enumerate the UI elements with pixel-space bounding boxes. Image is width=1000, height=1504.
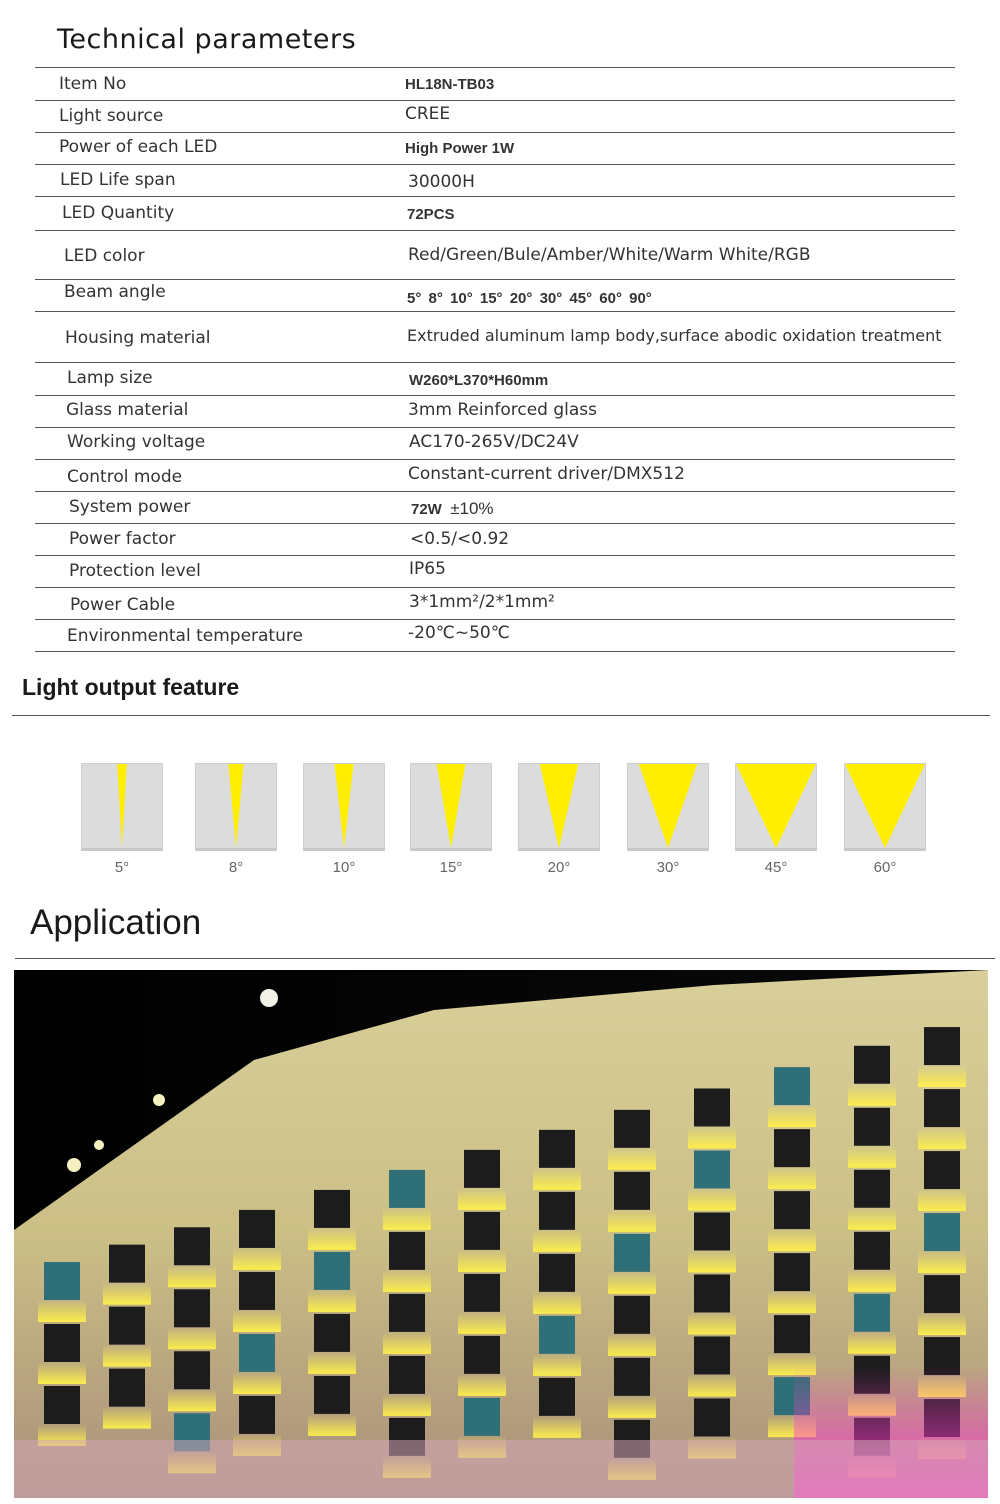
facade-window bbox=[109, 1307, 145, 1345]
window-uplight bbox=[918, 1189, 966, 1211]
beam-angle-label: 15° bbox=[439, 859, 463, 876]
spec-value-beam-angle: 5° 8° 10° 15° 20° 30° 45° 60° 90° bbox=[407, 290, 652, 307]
facade-window bbox=[464, 1212, 500, 1250]
beam-diagram-15 bbox=[410, 763, 492, 876]
facade-window bbox=[314, 1190, 350, 1228]
spec-row bbox=[35, 524, 955, 556]
facade-window bbox=[539, 1254, 575, 1292]
beam-diagram-30 bbox=[627, 763, 709, 876]
application-title: Application bbox=[30, 903, 202, 942]
spec-row bbox=[35, 68, 955, 101]
facade-window bbox=[239, 1210, 275, 1248]
beam-cone bbox=[117, 764, 127, 848]
facade-window bbox=[239, 1396, 275, 1434]
spec-row bbox=[35, 556, 955, 588]
beam-box bbox=[195, 763, 277, 851]
window-uplight bbox=[608, 1396, 656, 1418]
window-uplight bbox=[848, 1146, 896, 1168]
beam-box bbox=[627, 763, 709, 851]
spec-label-light-source: Light source bbox=[59, 106, 164, 126]
facade-window bbox=[314, 1314, 350, 1352]
spec-label-control-mode: Control mode bbox=[67, 467, 183, 487]
beam-cone-svg bbox=[845, 764, 925, 848]
spec-row bbox=[35, 460, 955, 492]
beam-angle-label: 30° bbox=[656, 859, 680, 876]
spec-label-glass-material: Glass material bbox=[66, 400, 189, 420]
facade-window bbox=[694, 1150, 730, 1188]
spec-value-system-power bbox=[411, 499, 494, 519]
spec-row bbox=[35, 101, 955, 133]
facade-window bbox=[174, 1289, 210, 1327]
facade-window bbox=[44, 1262, 80, 1300]
facade-window bbox=[464, 1274, 500, 1312]
beam-angle-label: 5° bbox=[114, 859, 130, 876]
facade-window bbox=[389, 1356, 425, 1394]
facade-window bbox=[539, 1316, 575, 1354]
facade-window bbox=[924, 1089, 960, 1127]
facade-window bbox=[854, 1294, 890, 1332]
window-uplight bbox=[688, 1126, 736, 1148]
window-uplight bbox=[848, 1084, 896, 1106]
spec-label-power-factor: Power factor bbox=[69, 529, 176, 549]
spec-row bbox=[35, 428, 955, 460]
window-uplight bbox=[688, 1188, 736, 1210]
facade-window bbox=[239, 1334, 275, 1372]
beam-cone-svg bbox=[411, 764, 491, 848]
window-uplight bbox=[458, 1188, 506, 1210]
spec-value-power-cable: 3*1mm²/2*1mm² bbox=[409, 592, 555, 612]
window-uplight bbox=[848, 1208, 896, 1230]
spec-label-power-each-led: Power of each LED bbox=[59, 137, 218, 157]
window-uplight bbox=[848, 1270, 896, 1292]
window-uplight bbox=[688, 1374, 736, 1396]
beam-cone bbox=[845, 764, 925, 848]
window-uplight bbox=[458, 1312, 506, 1334]
window-uplight bbox=[768, 1291, 816, 1313]
spec-row bbox=[35, 312, 955, 363]
spec-row bbox=[35, 197, 955, 231]
spec-row bbox=[35, 231, 955, 280]
system-power-tolerance: ±10% bbox=[450, 499, 494, 518]
window-uplight bbox=[233, 1310, 281, 1332]
spec-value-power-each-led: High Power 1W bbox=[405, 140, 515, 157]
window-uplight bbox=[533, 1416, 581, 1438]
spec-value-protection-level: IP65 bbox=[409, 559, 446, 579]
spec-label-system-power: System power bbox=[69, 497, 191, 517]
window-uplight bbox=[608, 1210, 656, 1232]
window-uplight bbox=[38, 1362, 86, 1384]
facade-window bbox=[464, 1150, 500, 1188]
facade-window bbox=[694, 1398, 730, 1436]
window-uplight bbox=[308, 1228, 356, 1250]
spec-value-power-factor: <0.5/<0.92 bbox=[410, 529, 510, 549]
window-uplight bbox=[608, 1148, 656, 1170]
application-divider bbox=[15, 958, 995, 959]
facade-window bbox=[464, 1336, 500, 1374]
system-power-value: 72W bbox=[411, 501, 442, 518]
spec-row bbox=[35, 396, 955, 428]
window-uplight bbox=[458, 1374, 506, 1396]
spec-label-working-voltage: Working voltage bbox=[67, 432, 206, 452]
spec-value-item-no: HL18N-TB03 bbox=[405, 76, 495, 93]
beam-box bbox=[81, 763, 163, 851]
window-uplight bbox=[103, 1283, 151, 1305]
window-uplight bbox=[308, 1414, 356, 1436]
beam-diagram-8 bbox=[195, 763, 277, 876]
facade-window bbox=[774, 1191, 810, 1229]
facade-window bbox=[614, 1234, 650, 1272]
beam-diagram-5 bbox=[81, 763, 163, 876]
technical-parameters-title: Technical parameters bbox=[57, 24, 357, 55]
window-uplight bbox=[458, 1250, 506, 1272]
beam-cone bbox=[437, 764, 466, 848]
facade-window bbox=[694, 1274, 730, 1312]
beam-diagram-10 bbox=[303, 763, 385, 876]
facade-window bbox=[614, 1296, 650, 1334]
spec-label-lamp-size: Lamp size bbox=[67, 368, 153, 388]
beam-box bbox=[518, 763, 600, 851]
facade-window bbox=[389, 1170, 425, 1208]
beam-cone-svg bbox=[519, 764, 599, 848]
spec-value-led-quantity: 72PCS bbox=[407, 206, 455, 223]
facade-window bbox=[924, 1151, 960, 1189]
facade-window bbox=[464, 1398, 500, 1436]
facade-window bbox=[614, 1358, 650, 1396]
beam-cone bbox=[639, 764, 698, 848]
facade-window bbox=[44, 1324, 80, 1362]
window-uplight bbox=[383, 1394, 431, 1416]
facade-window bbox=[389, 1294, 425, 1332]
window-uplight bbox=[103, 1407, 151, 1429]
facade-window bbox=[774, 1315, 810, 1353]
facade-window bbox=[109, 1245, 145, 1283]
facade-window bbox=[854, 1046, 890, 1084]
window-uplight bbox=[608, 1272, 656, 1294]
window-uplight bbox=[383, 1208, 431, 1230]
spec-value-environmental-temperature: -20℃~50℃ bbox=[408, 623, 510, 643]
window-uplight bbox=[768, 1167, 816, 1189]
facade-window bbox=[774, 1129, 810, 1167]
window-uplight bbox=[608, 1334, 656, 1356]
beam-cone-svg bbox=[196, 764, 276, 848]
beam-box bbox=[303, 763, 385, 851]
beam-box bbox=[410, 763, 492, 851]
spec-label-led-quantity: LED Quantity bbox=[62, 203, 175, 223]
beam-diagram-45 bbox=[735, 763, 817, 876]
facade-window bbox=[774, 1067, 810, 1105]
beam-cone bbox=[736, 764, 816, 848]
window-uplight bbox=[533, 1168, 581, 1190]
facade-window bbox=[924, 1027, 960, 1065]
beam-cone bbox=[228, 764, 243, 848]
window-uplight bbox=[308, 1290, 356, 1312]
beam-angle-row bbox=[0, 760, 1000, 880]
beam-diagram-20 bbox=[518, 763, 600, 876]
facade-window bbox=[924, 1213, 960, 1251]
facade-window bbox=[774, 1253, 810, 1291]
beam-angle-label: 45° bbox=[764, 859, 788, 876]
window-uplight bbox=[233, 1372, 281, 1394]
spec-label-life-span: LED Life span bbox=[60, 170, 176, 190]
window-uplight bbox=[768, 1229, 816, 1251]
facade-window bbox=[539, 1130, 575, 1168]
street-level bbox=[14, 1440, 988, 1498]
facade-window bbox=[389, 1232, 425, 1270]
beam-cone-svg bbox=[628, 764, 708, 848]
beam-cone bbox=[334, 764, 353, 848]
spec-label-housing-material: Housing material bbox=[65, 328, 211, 348]
facade-window bbox=[539, 1192, 575, 1230]
light-output-divider bbox=[12, 715, 990, 716]
window-uplight bbox=[383, 1332, 431, 1354]
beam-box bbox=[844, 763, 926, 851]
window-uplight bbox=[233, 1248, 281, 1270]
facade-window bbox=[614, 1110, 650, 1148]
window-uplight bbox=[533, 1292, 581, 1314]
spec-row bbox=[35, 280, 955, 312]
spec-label-power-cable: Power Cable bbox=[70, 595, 176, 615]
spec-row bbox=[35, 363, 955, 396]
spec-value-life-span: 30000H bbox=[408, 172, 475, 192]
window-uplight bbox=[533, 1354, 581, 1376]
facade-window bbox=[314, 1376, 350, 1414]
beam-angle-label: 8° bbox=[228, 859, 244, 876]
spec-value-glass-material: 3mm Reinforced glass bbox=[408, 400, 597, 420]
facade-window bbox=[854, 1232, 890, 1270]
spec-label-item-no: Item No bbox=[59, 74, 127, 94]
facade-window bbox=[239, 1272, 275, 1310]
spec-row bbox=[35, 133, 955, 165]
spec-label-environmental-temperature: Environmental temperature bbox=[67, 626, 303, 646]
spec-row bbox=[35, 588, 955, 620]
spec-label-led-color: LED color bbox=[64, 246, 145, 266]
facade-window bbox=[314, 1252, 350, 1290]
facade-window bbox=[539, 1378, 575, 1416]
facade-window bbox=[694, 1212, 730, 1250]
window-uplight bbox=[168, 1327, 216, 1349]
window-uplight bbox=[918, 1127, 966, 1149]
facade-window bbox=[174, 1227, 210, 1265]
application-photo bbox=[14, 970, 988, 1498]
window-uplight bbox=[918, 1065, 966, 1087]
window-uplight bbox=[383, 1270, 431, 1292]
window-uplight bbox=[918, 1313, 966, 1335]
spec-label-protection-level: Protection level bbox=[69, 561, 201, 581]
beam-cone-svg bbox=[304, 764, 384, 848]
spec-value-lamp-size: W260*L370*H60mm bbox=[409, 372, 549, 389]
facade-window bbox=[694, 1088, 730, 1126]
window-uplight bbox=[168, 1265, 216, 1287]
beam-cone bbox=[540, 764, 579, 848]
spec-value-control-mode: Constant-current driver/DMX512 bbox=[408, 464, 685, 484]
window-uplight bbox=[688, 1250, 736, 1272]
beam-angle-label: 10° bbox=[332, 859, 356, 876]
facade-window bbox=[854, 1170, 890, 1208]
facade-window bbox=[109, 1369, 145, 1407]
beam-angle-label: 60° bbox=[873, 859, 897, 876]
window-uplight bbox=[103, 1345, 151, 1367]
spec-value-working-voltage: AC170-265V/DC24V bbox=[409, 432, 579, 452]
spec-value-light-source: CREE bbox=[405, 104, 451, 124]
window-uplight bbox=[768, 1105, 816, 1127]
window-uplight bbox=[308, 1352, 356, 1374]
spec-value-led-color: Red/Green/Bule/Amber/White/Warm White/RGB bbox=[408, 245, 811, 265]
spec-label-beam-angle: Beam angle bbox=[64, 282, 166, 302]
beam-cone-svg bbox=[82, 764, 162, 848]
facade-window bbox=[694, 1336, 730, 1374]
window-uplight bbox=[38, 1300, 86, 1322]
window-uplight bbox=[918, 1251, 966, 1273]
beam-box bbox=[735, 763, 817, 851]
window-uplight bbox=[168, 1389, 216, 1411]
beam-cone-svg bbox=[736, 764, 816, 848]
window-uplight bbox=[688, 1312, 736, 1334]
spec-table bbox=[35, 67, 955, 652]
spec-row bbox=[35, 165, 955, 197]
light-output-title: Light output feature bbox=[22, 674, 240, 700]
facade-window bbox=[44, 1386, 80, 1424]
facade-window bbox=[614, 1172, 650, 1210]
window-uplight bbox=[533, 1230, 581, 1252]
facade-window bbox=[924, 1275, 960, 1313]
window-uplight bbox=[848, 1332, 896, 1354]
facade-window bbox=[174, 1351, 210, 1389]
spec-value-housing-material: Extruded aluminum lamp body,surface abodic oxidation treatment bbox=[407, 326, 942, 345]
spec-row bbox=[35, 620, 955, 652]
beam-diagram-60 bbox=[844, 763, 926, 876]
spec-row bbox=[35, 492, 955, 524]
facade-window bbox=[854, 1108, 890, 1146]
beam-angle-label: 20° bbox=[547, 859, 571, 876]
